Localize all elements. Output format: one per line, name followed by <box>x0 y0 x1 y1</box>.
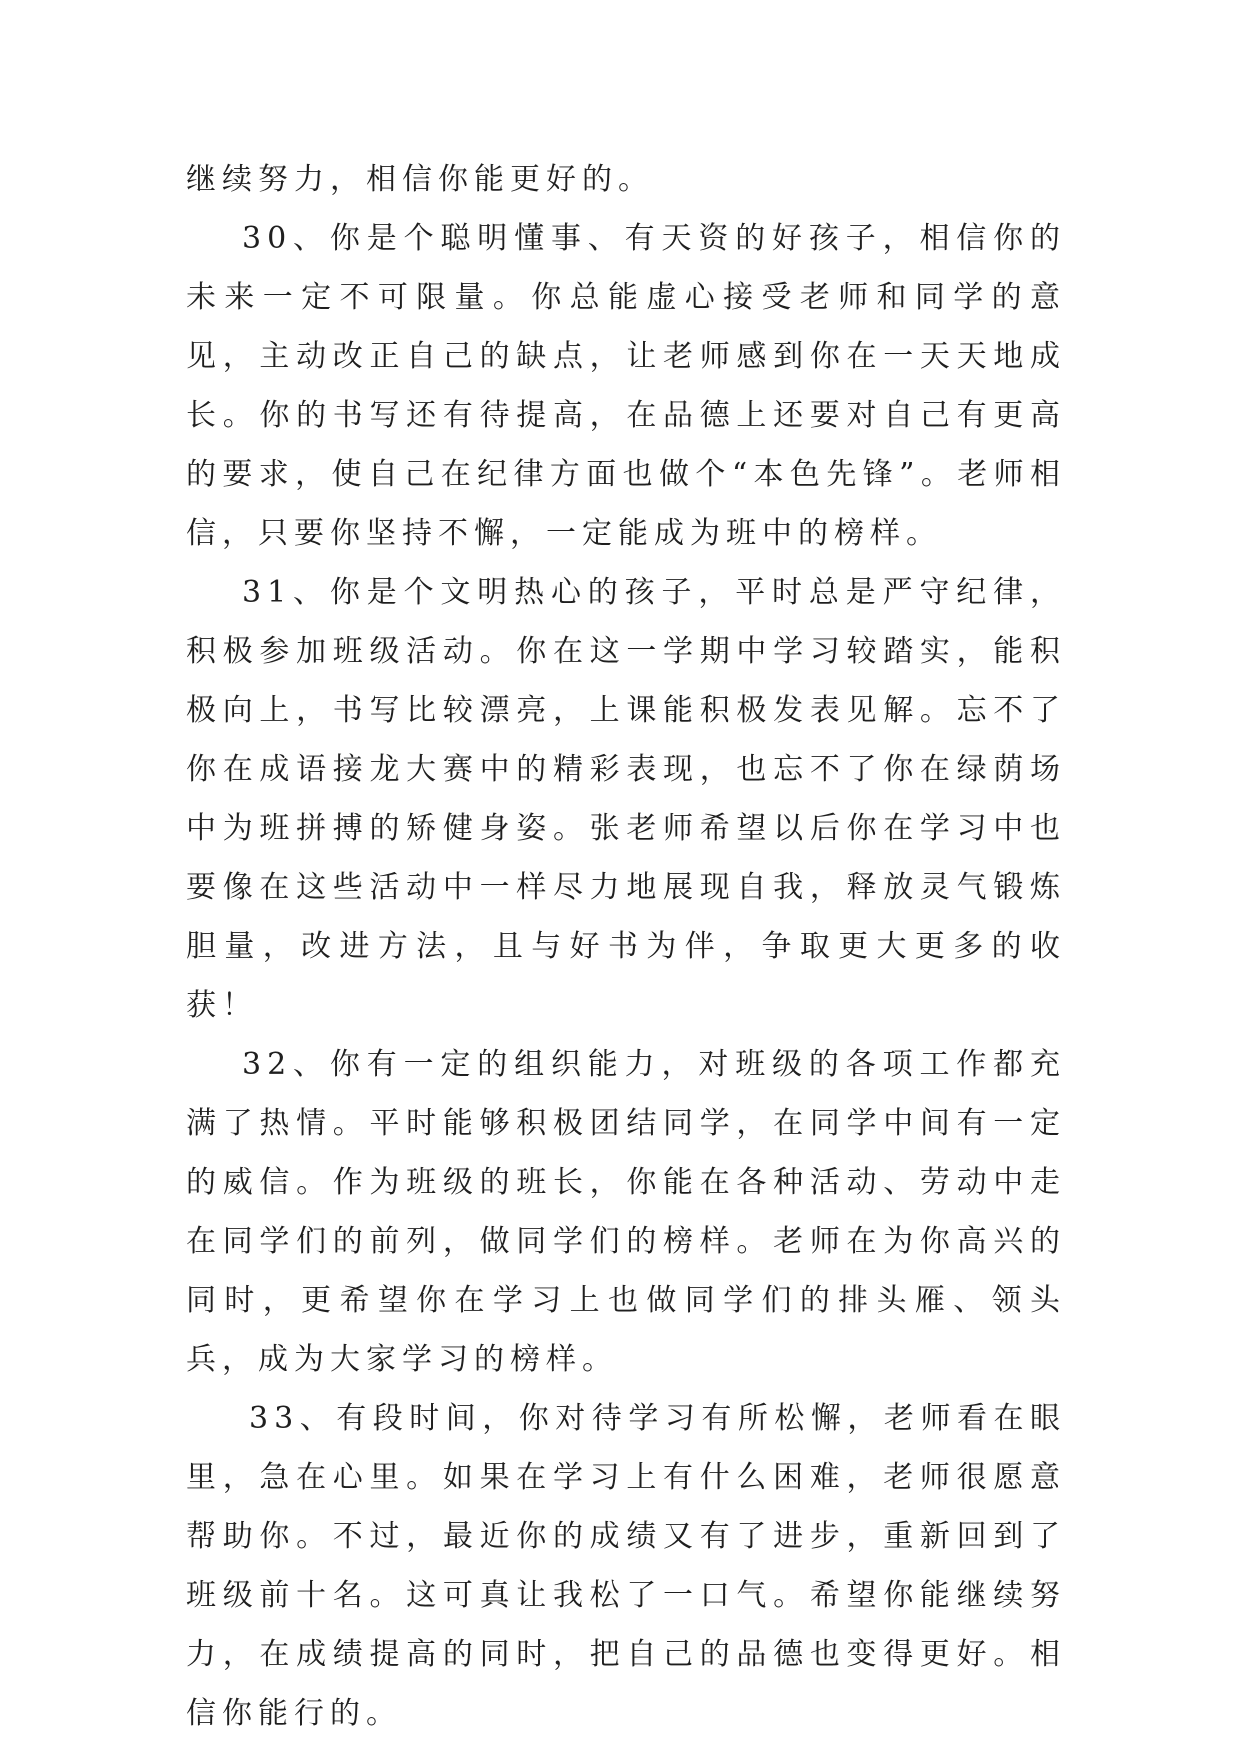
document-body <box>186 150 1066 1743</box>
paragraph-comment-32: 32、你有一定的组织能力，对班级的各项工作都充满了热情。平时能够积极团结同学，在同学中间有一定的威信。作为班级的班长，你能在各种活动、劳动中走在同学们的前列，做同学们的榜样。老师在为你高兴的同时，更希望你在学习上也做同学们的排头雁、领头兵，成为大家学习的榜样。 <box>186 1047 1066 1377</box>
paragraph-comment-30: 30、你是个聪明懂事、有天资的好孩子，相信你的未来一定不可限量。你总能虚心接受老师和同学的意见，主动改正自己的缺点，让老师感到你在一天天地成长。你的书写还有待提高，在品德上还要对自己有更高的要求，使自己在纪律方面也做个“本色先锋”。老师相信，只要你坚持不懈，一定能成为班中的榜样。 <box>186 221 1066 551</box>
paragraph-continuation: 继续努力，相信你能更好的。 <box>186 162 654 197</box>
paragraph-comment-31: 31、你是个文明热心的孩子，平时总是严守纪律，积极参加班级活动。你在这一学期中学习较踏实，能积极向上，书写比较漂亮，上课能积极发表见解。忘不了你在成语接龙大赛中的精彩表现，也忘不了你在绿荫场中为班拼搏的矫健身姿。张老师希望以后你在学习中也要像在这些活动中一样尽力地展现自我，释放灵气锻炼胆量，改进方法，且与好书为伴，争取更大更多的收获！ <box>186 575 1066 1023</box>
paragraph-comment-33: 33、有段时间，你对待学习有所松懈，老师看在眼里，急在心里。如果在学习上有什么困难，老师很愿意帮助你。不过，最近你的成绩又有了进步，重新回到了班级前十名。这可真让我松了一口气。希望你能继续努力，在成绩提高的同时，把自己的品德也变得更好。相信你能行的。 <box>186 1401 1066 1731</box>
